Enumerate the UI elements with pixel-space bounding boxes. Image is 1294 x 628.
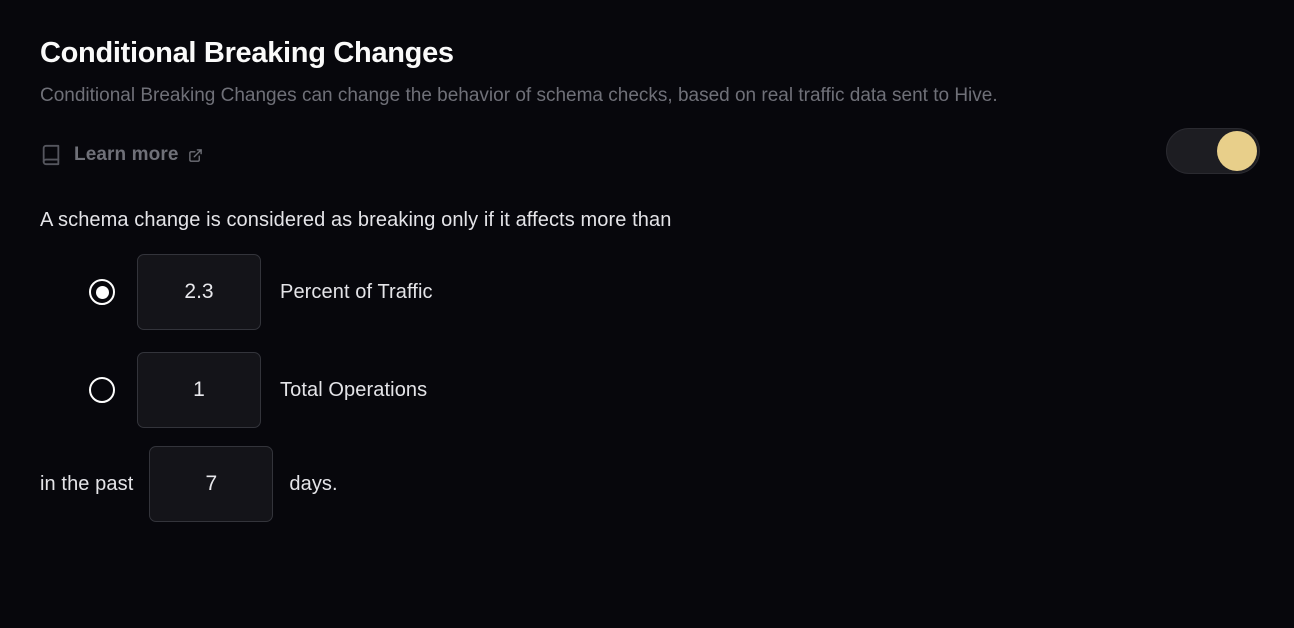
radio-dot [96,286,109,299]
learn-more-link[interactable]: Learn more [74,144,179,166]
book-icon [40,143,62,167]
period-suffix-label: days. [289,472,338,495]
total-operations-label: Total Operations [280,378,428,401]
page-title: Conditional Breaking Changes [40,37,454,69]
percent-of-traffic-label: Percent of Traffic [280,280,433,303]
conditional-breaking-changes-toggle[interactable] [1166,128,1260,174]
external-link-icon [188,148,203,163]
radio-percent-of-traffic[interactable] [89,279,115,305]
period-days-input[interactable] [149,446,273,522]
option-row-total-operations [40,352,1254,428]
total-operations-input[interactable] [137,352,261,428]
condition-intro-text: A schema change is considered as breaking only if it affects more than [40,209,672,232]
period-row [40,446,1254,522]
toggle-knob [1217,131,1257,171]
learn-more-row[interactable] [40,143,1254,167]
option-row-percent-of-traffic [40,254,1254,330]
radio-total-operations[interactable] [89,377,115,403]
period-prefix-label: in the past [40,472,134,495]
section-description: Conditional Breaking Changes can change the behavior of schema checks, based on real traffic data sent to Hive. [40,84,998,106]
percent-of-traffic-input[interactable] [137,254,261,330]
